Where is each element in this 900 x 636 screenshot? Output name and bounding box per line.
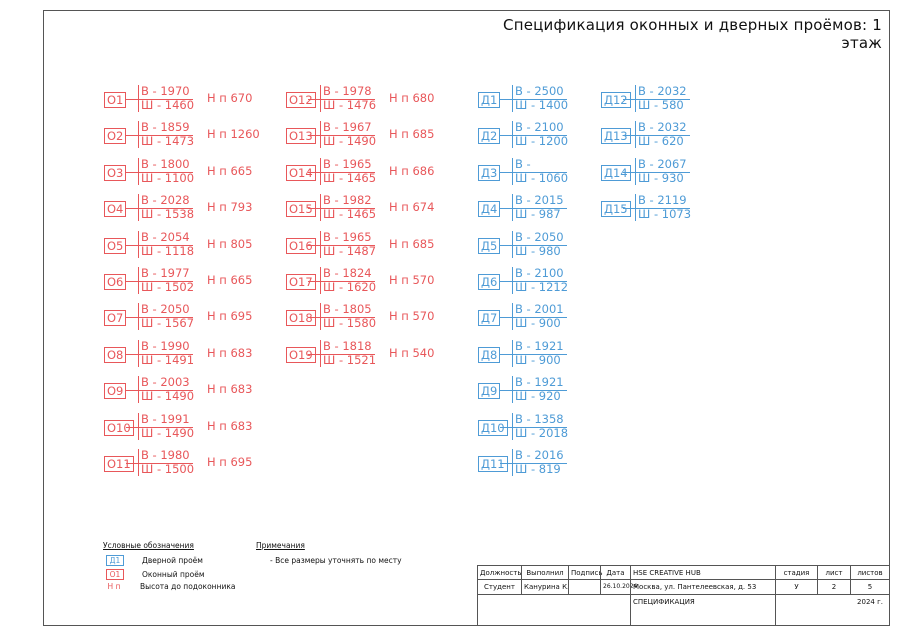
door-width: Ш - 980 [515,243,561,258]
sill-height: Н п 695 [207,309,253,324]
door-tag: Д7 [478,310,500,326]
door-height: В - 2119 [638,193,687,208]
door-tag: Д14 [601,165,631,181]
legend-door-label: Дверной проём [142,556,203,565]
sill-height: Н п 665 [207,163,253,178]
door-height: В - 2032 [638,120,687,135]
leader-line [500,135,512,136]
window-width: Ш - 1620 [323,280,377,294]
window-height: В - 1859 [141,120,190,135]
leader-line [308,99,320,100]
door-tag: Д8 [478,347,500,363]
sill-height: Н п 665 [207,273,253,287]
leader-line [308,281,320,282]
door-width: Ш - 2018 [515,425,569,440]
sill-height: Н п 683 [207,418,253,433]
leader-line [126,172,138,173]
stamp-header-stage: стадия [775,565,818,580]
notes [256,541,402,565]
leader-line [308,245,320,246]
window-tag: О14 [286,165,316,181]
door-tag: Д15 [601,201,631,217]
door-height: В - 2001 [515,302,564,317]
door-height: В - 2100 [515,266,564,280]
stamp-date: 26.10.2024 [600,579,631,595]
leader-line [126,317,138,318]
stamp-header-signature: Подпись [568,565,601,580]
legend-door-symbol: Д1 [106,555,124,566]
stamp-sheets: 5 [850,579,890,595]
leader-line [308,172,320,173]
window-height: В - 1982 [323,193,372,208]
door-height: В - 2050 [515,229,564,244]
window-entry [104,121,264,151]
leader-line [623,172,635,173]
door-width: Ш - 1200 [515,134,569,149]
sill-height: Н п 540 [389,345,435,360]
window-tag: О11 [104,456,134,472]
window-entry [104,340,264,370]
legend-window-symbol: О1 [106,569,124,580]
door-entry [601,85,761,115]
sill-height: Н п 686 [389,163,435,178]
window-height: В - 1800 [141,156,190,171]
door-entry [478,413,638,443]
window-width: Ш - 1490 [141,389,195,404]
door-width: Ш - 920 [515,389,561,404]
door-height: В - 1921 [515,338,564,353]
window-width: Ш - 1490 [141,425,195,440]
door-width: Ш - 1060 [515,170,569,185]
window-height: В - 2050 [141,302,190,317]
window-tag: О15 [286,201,316,217]
window-width: Ш - 1502 [141,280,195,294]
door-width: Ш - 620 [638,134,684,149]
window-entry [104,231,264,261]
window-entry [104,413,264,443]
leader-line [623,99,635,100]
sill-height: Н п 674 [389,200,435,215]
stamp-header-performed: Выполнил [521,565,569,580]
leader-line [500,245,512,246]
door-width: Ш - 1212 [515,280,569,294]
door-entry [478,376,638,406]
legend-sill-symbol: Н п [107,582,121,591]
window-tag: О13 [286,128,316,144]
leader-line [500,99,512,100]
legend [103,541,236,591]
leader-line [623,135,635,136]
window-width: Ш - 1465 [323,207,377,222]
door-width: Ш - 987 [515,207,561,222]
window-entry [104,85,264,115]
window-tag: О16 [286,238,316,254]
window-tag: О8 [104,347,126,363]
stamp-position: Студент [477,579,522,595]
leader-line [126,427,138,428]
door-width: Ш - 900 [515,316,561,331]
sill-height: Н п 685 [389,127,435,142]
window-width: Ш - 1567 [141,316,195,331]
door-entry [478,303,638,333]
door-height: В - 2067 [638,156,687,171]
door-width: Ш - 930 [638,170,684,185]
window-tag: О9 [104,383,126,399]
legend-window-label: Оконный проём [142,570,205,579]
sill-height: Н п 805 [207,236,253,251]
door-tag: Д2 [478,128,500,144]
leader-line [308,208,320,209]
door-tag: Д3 [478,165,500,181]
window-entry [286,231,446,261]
stamp-document-name: СПЕЦИФИКАЦИЯ [630,594,776,626]
legend-heading: Условные обозначения [103,541,194,550]
window-tag: О6 [104,274,126,290]
window-height: В - 1970 [141,84,190,98]
window-height: В - 2003 [141,375,190,390]
window-width: Ш - 1476 [323,98,377,112]
door-tag: Д1 [478,92,500,108]
window-height: В - 1991 [141,411,190,426]
window-height: В - 1965 [323,156,372,171]
stamp-organization: HSE CREATIVE HUB [630,565,776,580]
notes-text: - Все размеры уточнять по месту [270,556,402,565]
leader-line [500,172,512,173]
stamp-header-sheet: лист [817,565,851,580]
window-tag: О5 [104,238,126,254]
leader-line [500,463,512,464]
window-width: Ш - 1487 [323,243,377,258]
window-width: Ш - 1490 [323,134,377,149]
stamp-performer: Канурина К. [521,579,569,595]
window-tag: О3 [104,165,126,181]
door-tag: Д6 [478,274,500,290]
stamp-header-sheets: листов [850,565,890,580]
window-tag: О12 [286,92,316,108]
title-block [477,565,890,626]
window-width: Ш - 1580 [323,316,377,331]
sill-height: Н п 685 [389,236,435,251]
sheet-title: Спецификация оконных и дверных проёмов: 1 этаж [503,16,882,52]
sill-height: Н п 680 [389,91,435,105]
window-width: Ш - 1491 [141,352,195,367]
legend-item-door [103,555,203,566]
window-tag: О18 [286,310,316,326]
leader-line [126,281,138,282]
window-entry [286,267,446,297]
stamp-header-position: Должность [477,565,522,580]
notes-heading: Примечания [256,541,305,550]
window-tag: О10 [104,420,134,436]
door-entry [601,194,761,224]
door-entry [601,121,761,151]
door-width: Ш - 1073 [638,207,692,222]
leader-line [308,317,320,318]
stamp-sheet: 2 [817,579,851,595]
door-height: В - 2500 [515,84,564,98]
stamp-year: 2024 г. [775,594,890,626]
stamp-header-date: Дата [600,565,631,580]
leader-line [126,245,138,246]
leader-line [126,463,138,464]
leader-line [500,427,512,428]
door-tag: Д10 [478,420,508,436]
leader-line [500,354,512,355]
window-width: Ш - 1473 [141,134,195,149]
window-entry [286,158,446,188]
door-height: В - [515,156,531,171]
window-entry [286,340,446,370]
window-width: Ш - 1538 [141,207,195,222]
legend-item-sill [103,582,235,591]
leader-line [126,208,138,209]
leader-line [500,208,512,209]
window-entry [286,194,446,224]
leader-line [308,354,320,355]
window-height: В - 1824 [323,266,372,280]
window-height: В - 1990 [141,338,190,353]
window-tag: О17 [286,274,316,290]
legend-sill-label: Высота до подоконника [140,582,236,591]
sill-height: Н п 570 [389,273,435,287]
door-width: Ш - 900 [515,352,561,367]
door-entry [478,267,638,297]
window-entry [286,121,446,151]
window-height: В - 1805 [323,302,372,317]
sill-height: Н п 793 [207,200,253,215]
leader-line [623,208,635,209]
stamp-address: Москва, ул. Пантелеевская, д. 53 [630,579,776,595]
door-tag: Д12 [601,92,631,108]
door-height: В - 1358 [515,411,564,426]
window-height: В - 2028 [141,193,190,208]
door-tag: Д4 [478,201,500,217]
window-entry [104,376,264,406]
window-tag: О7 [104,310,126,326]
sill-height: Н п 695 [207,455,253,469]
window-entry [104,303,264,333]
door-tag: Д9 [478,383,500,399]
window-entry [286,85,446,115]
window-tag: О1 [104,92,126,108]
window-height: В - 1818 [323,338,372,353]
door-height: В - 1921 [515,375,564,390]
window-width: Ш - 1500 [141,462,195,476]
door-entry [478,340,638,370]
window-height: В - 1978 [323,84,372,98]
window-width: Ш - 1100 [141,170,195,185]
leader-line [500,390,512,391]
leader-line [308,135,320,136]
window-entry [104,194,264,224]
window-tag: О19 [286,347,316,363]
door-entry [478,231,638,261]
sill-height: Н п 683 [207,382,253,397]
door-tag: Д13 [601,128,631,144]
window-entry [104,267,264,297]
stamp-stage: У [775,579,818,595]
window-height: В - 1965 [323,229,372,244]
door-width: Ш - 580 [638,98,684,112]
window-height: В - 2054 [141,229,190,244]
window-height: В - 1967 [323,120,372,135]
door-entry [478,449,638,479]
stamp-signature [568,579,601,595]
sill-height: Н п 683 [207,345,253,360]
window-tag: О4 [104,201,126,217]
leader-line [126,390,138,391]
door-entry [601,158,761,188]
door-height: В - 2100 [515,120,564,135]
window-entry [104,158,264,188]
window-width: Ш - 1465 [323,170,377,185]
window-entry [104,449,264,479]
leader-line [500,281,512,282]
stamp-empty-block [477,594,631,626]
door-height: В - 2015 [515,193,564,208]
window-entry [286,303,446,333]
door-tag: Д11 [478,456,508,472]
leader-line [126,99,138,100]
door-height: В - 2032 [638,84,687,98]
leader-line [126,135,138,136]
leader-line [126,354,138,355]
window-tag: О2 [104,128,126,144]
window-width: Ш - 1460 [141,98,195,112]
window-width: Ш - 1521 [323,352,377,367]
window-width: Ш - 1118 [141,243,195,258]
sill-height: Н п 1260 [207,127,260,142]
window-height: В - 1977 [141,266,190,280]
sill-height: Н п 670 [207,91,253,105]
door-tag: Д5 [478,238,500,254]
door-width: Ш - 1400 [515,98,569,112]
door-width: Ш - 819 [515,462,561,476]
window-height: В - 1980 [141,448,190,462]
leader-line [500,317,512,318]
door-height: В - 2016 [515,448,564,462]
sill-height: Н п 570 [389,309,435,324]
legend-item-window [103,569,205,580]
